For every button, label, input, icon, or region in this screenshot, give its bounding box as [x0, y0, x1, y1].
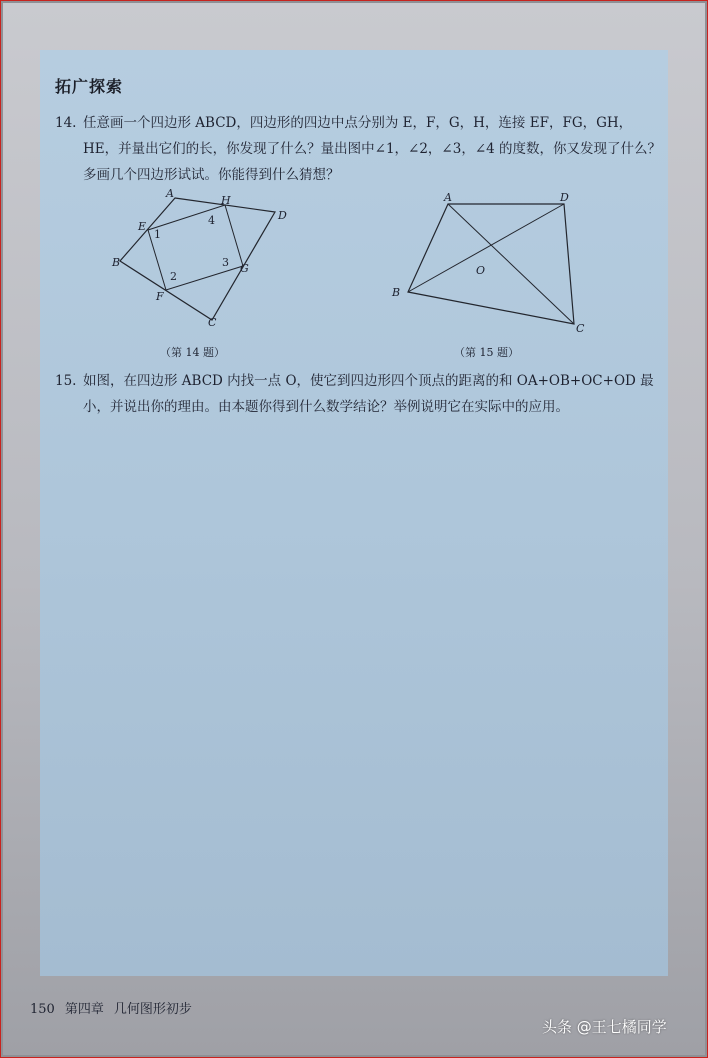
- figure-14: [104, 186, 294, 330]
- section-title: 拓广探索: [55, 77, 124, 96]
- watermark: 头条 @王七橘同学: [542, 1018, 667, 1036]
- fig14-label-H: H: [221, 194, 231, 207]
- page-number: 150: [30, 1002, 55, 1017]
- problem-14-number: 14.: [55, 115, 77, 131]
- fig14-label-A: A: [166, 187, 174, 200]
- fig14-label-G: G: [240, 262, 249, 275]
- page-footer: [30, 998, 202, 1017]
- fig14-angle-4: 4: [208, 214, 215, 227]
- fig14-label-E: E: [138, 220, 147, 233]
- problem-15-text: 如图，在四边形 ABCD 内找一点 O，使它到四边形四个顶点的距离的和 OA+OB+OC+OD 最小，并说出你的理由。由本题你得到什么数学结论？举例说明它在实际中的应用。: [83, 373, 654, 415]
- fig14-label-C: C: [208, 316, 217, 329]
- fig14-angle-1: 1: [154, 228, 161, 241]
- fig15-label-B: B: [392, 286, 401, 299]
- chapter-label: 第四章: [64, 1002, 104, 1017]
- fig14-label-D: D: [278, 209, 287, 222]
- fig14-angle-2: 2: [170, 270, 177, 283]
- problem-14-text: 任意画一个四边形 ABCD，四边形的四边中点分别为 E，F，G，H，连接 EF，FG，GH，HE，并量出它们的长，你发现了什么？量出图中∠1，∠2，∠3，∠4 的度数，你又发现了什么？多画几个四边形试试。你能得到什么猜想？: [83, 115, 662, 183]
- fig15-label-A: A: [444, 191, 452, 204]
- fig14-label-F: F: [156, 290, 164, 303]
- fig15-label-C: C: [576, 322, 585, 335]
- figure-14-caption: （第 14 题）: [160, 346, 225, 359]
- fig15-label-D: D: [560, 191, 569, 204]
- chapter-title: 几何图形初步: [113, 1002, 192, 1017]
- fig15-label-O: O: [476, 264, 486, 277]
- problem-14: [55, 110, 665, 188]
- figure-15-caption: （第 15 题）: [454, 346, 519, 359]
- problem-15-number: 15.: [55, 373, 77, 389]
- fig14-label-B: B: [112, 256, 121, 269]
- problem-15: [55, 368, 665, 420]
- figure-15: [384, 190, 596, 336]
- fig14-angle-3: 3: [222, 256, 229, 269]
